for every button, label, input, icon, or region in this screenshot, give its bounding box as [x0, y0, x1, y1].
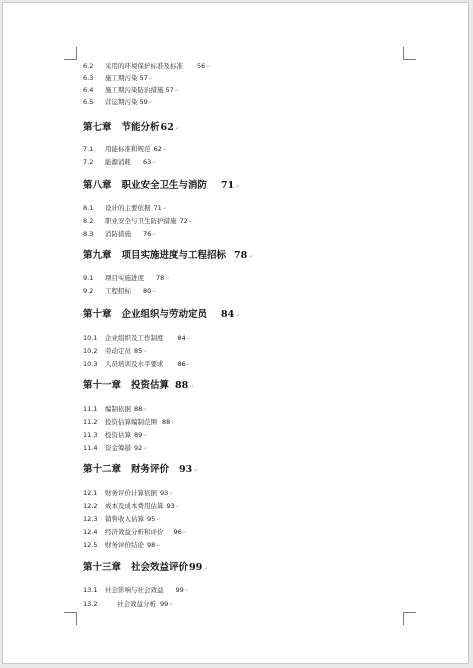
toc-entry-page: 76 — [143, 230, 152, 238]
paragraph-mark: ↵ — [235, 184, 240, 190]
toc-entry-10-3[interactable] — [83, 359, 191, 370]
toc-entry-page: 93 — [160, 489, 169, 497]
chapter-title: 节能分析 — [121, 122, 160, 133]
toc-entry-title: 施工期污染 — [105, 74, 138, 82]
toc-entry-title: 能源消耗 — [105, 158, 131, 166]
toc-entry-page: 80 — [143, 287, 152, 295]
toc-entry-7-2[interactable] — [83, 157, 156, 168]
toc-entry-13-2[interactable] — [83, 599, 173, 610]
paragraph-mark: ↵ — [186, 362, 191, 368]
paragraph-mark: ↵ — [152, 160, 157, 166]
chapter-page: 71 — [221, 180, 235, 191]
toc-entry-number: 13.2 — [83, 600, 98, 608]
toc-entry-number: 11.2 — [83, 418, 98, 426]
toc-chapter-7[interactable] — [83, 121, 179, 136]
paragraph-mark: ↵ — [148, 100, 153, 106]
toc-chapter-11[interactable] — [83, 379, 193, 394]
toc-entry-8-2[interactable] — [83, 216, 193, 227]
chapter-number: 第十章 — [83, 309, 112, 320]
paragraph-mark: ↵ — [143, 349, 148, 355]
toc-entry-number: 10.2 — [83, 347, 98, 355]
toc-entry-title: 工程招标 — [105, 287, 131, 295]
toc-entry-page: 98 — [147, 541, 156, 549]
toc-entry-number: 6.5 — [83, 98, 94, 106]
toc-entry-6-3[interactable] — [83, 73, 153, 84]
toc-entry-page: 88 — [134, 405, 143, 413]
toc-entry-number: 9.1 — [83, 274, 94, 282]
toc-entry-number: 6.4 — [83, 86, 94, 94]
toc-entry-11-1[interactable] — [83, 404, 147, 415]
paragraph-mark: ↵ — [186, 336, 191, 342]
toc-entry-7-1[interactable] — [83, 144, 167, 155]
toc-entry-12-4[interactable] — [83, 527, 187, 538]
toc-entry-page: 99 — [175, 586, 184, 594]
toc-entry-title: 资金筹措 — [105, 444, 131, 452]
paragraph-mark: ↵ — [152, 232, 157, 238]
paragraph-mark: ↵ — [148, 76, 153, 82]
toc-entry-title: 用能标准和规范 — [105, 145, 151, 153]
toc-entry-page: 57 — [165, 86, 174, 94]
toc-entry-title: 劳动定员 — [105, 347, 131, 355]
toc-entry-12-5[interactable] — [83, 540, 160, 551]
toc-entry-number: 7.2 — [83, 158, 94, 166]
toc-entry-page: 63 — [143, 158, 152, 166]
chapter-page: 93 — [179, 464, 193, 475]
chapter-number: 第十二章 — [83, 464, 122, 475]
toc-entry-title: 项目实施进度 — [105, 274, 144, 282]
paragraph-mark: ↵ — [171, 420, 176, 426]
paragraph-mark: ↵ — [162, 206, 167, 212]
toc-entry-page: 57 — [139, 74, 148, 82]
toc-entry-number: 12.4 — [83, 528, 98, 536]
toc-entry-title: 编制依据 — [105, 405, 131, 413]
toc-entry-6-5[interactable] — [83, 97, 153, 108]
toc-entry-title: 营运期污染 — [105, 98, 138, 106]
toc-entry-title: 投资估算 — [105, 431, 131, 439]
paragraph-mark: ↵ — [169, 602, 174, 608]
toc-entry-number: 11.3 — [83, 431, 98, 439]
toc-entry-page: 96 — [173, 528, 182, 536]
toc-entry-number: 7.1 — [83, 145, 94, 153]
paragraph-mark: ↵ — [156, 517, 161, 523]
toc-entry-number: 9.2 — [83, 287, 94, 295]
paragraph-mark: ↵ — [206, 64, 211, 70]
toc-chapter-8[interactable] — [83, 179, 239, 194]
paragraph-mark: ↵ — [174, 126, 179, 132]
toc-chapter-12[interactable] — [83, 463, 197, 478]
toc-entry-10-2[interactable] — [83, 346, 147, 357]
toc-entry-12-3[interactable] — [83, 514, 160, 525]
chapter-title: 财务评价 — [131, 464, 170, 475]
paragraph-mark: ↵ — [169, 491, 174, 497]
chapter-page: 84 — [221, 309, 235, 320]
toc-entry-title: 投资估算编制范围 — [105, 418, 157, 426]
paragraph-mark: ↵ — [152, 289, 157, 295]
paragraph-mark: ↵ — [235, 313, 240, 319]
toc-entry-8-1[interactable] — [83, 203, 167, 214]
toc-entry-title: 销售收入估算 — [105, 515, 144, 523]
toc-entry-title: 社会效益分析 — [117, 600, 156, 608]
paragraph-mark: ↵ — [184, 588, 189, 594]
paragraph-mark: ↵ — [248, 254, 253, 260]
toc-chapter-10[interactable] — [83, 308, 239, 323]
toc-entry-10-1[interactable] — [83, 333, 191, 344]
toc-entry-page: 92 — [134, 444, 143, 452]
paragraph-mark: ↵ — [156, 543, 161, 549]
chapter-page: 78 — [234, 250, 248, 261]
paragraph-mark: ↵ — [174, 88, 179, 94]
toc-entry-title: 经济效益分析和评价 — [105, 528, 164, 536]
chapter-number: 第九章 — [83, 250, 112, 261]
chapter-title: 社会效益评价 — [131, 562, 189, 573]
toc-entry-title: 人员培训及水平要求 — [105, 360, 164, 368]
chapter-page: 62 — [160, 122, 174, 133]
paragraph-mark: ↵ — [203, 566, 208, 572]
toc-entry-12-1[interactable] — [83, 488, 173, 499]
toc-entry-page: 93 — [166, 502, 175, 510]
toc-entry-number: 10.1 — [83, 334, 98, 342]
toc-entry-title: 财务评价结论 — [105, 541, 144, 549]
toc-entry-number: 6.3 — [83, 74, 94, 82]
toc-entry-page: 89 — [134, 431, 143, 439]
toc-entry-9-1[interactable] — [83, 273, 169, 284]
toc-entry-number: 12.1 — [83, 489, 98, 497]
toc-entry-page: 86 — [177, 360, 186, 368]
toc-entry-title: 社会影响与社会效益 — [105, 586, 164, 594]
toc-entry-number: 10.3 — [83, 360, 98, 368]
toc-entry-page: 78 — [156, 274, 165, 282]
toc-entry-page: 85 — [134, 347, 143, 355]
toc-chapter-13[interactable] — [83, 561, 207, 576]
paragraph-mark: ↵ — [162, 147, 167, 153]
toc-entry-title: 施工期污染防治措施 — [105, 86, 164, 94]
paragraph-mark: ↵ — [143, 433, 148, 439]
paragraph-mark: ↵ — [175, 504, 180, 510]
toc-entry-page: 95 — [147, 515, 156, 523]
toc-entry-number: 8.1 — [83, 204, 94, 212]
toc-entry-page: 99 — [160, 600, 169, 608]
chapter-title: 项目实施进度与工程招标 — [121, 250, 227, 261]
chapter-page: 99 — [189, 562, 203, 573]
toc-entry-11-4[interactable] — [83, 443, 147, 454]
toc-entry-number: 6.2 — [83, 62, 94, 70]
toc-entry-number: 12.3 — [83, 515, 98, 523]
toc-entry-number: 8.2 — [83, 217, 94, 225]
toc-entry-number: 11.4 — [83, 444, 98, 452]
chapter-number: 第十一章 — [83, 380, 122, 391]
toc-entry-title: 采用的环境保护标准及标准 — [105, 62, 183, 70]
paragraph-mark: ↵ — [189, 384, 194, 390]
toc-entry-6-2[interactable] — [83, 61, 210, 72]
toc-entry-number: 11.1 — [83, 405, 98, 413]
toc-entry-title: 职业安全与卫生防护措施 — [105, 217, 177, 225]
paragraph-mark: ↵ — [193, 468, 198, 474]
toc-chapter-9[interactable] — [83, 249, 252, 264]
toc-entry-page: 72 — [179, 217, 188, 225]
paragraph-mark: ↵ — [143, 407, 148, 413]
toc-entry-title: 成本及成本费用估算 — [105, 502, 164, 510]
toc-entry-number: 8.3 — [83, 230, 94, 238]
toc-entry-number: 13.1 — [83, 586, 98, 594]
toc-entry-page: 84 — [177, 334, 186, 342]
crop-mark-bottom-left — [64, 612, 77, 625]
toc-entry-page: 88 — [162, 418, 171, 426]
chapter-title: 投资估算 — [131, 380, 170, 391]
toc-entry-page: 59 — [139, 98, 148, 106]
toc-entry-11-2[interactable] — [83, 417, 175, 428]
paragraph-mark: ↵ — [188, 219, 193, 225]
toc-entry-title: 财务评价计算依据 — [105, 489, 157, 497]
toc-entry-number: 12.5 — [83, 541, 98, 549]
toc-entry-number: 12.2 — [83, 502, 98, 510]
paragraph-mark: ↵ — [143, 446, 148, 452]
paragraph-mark: ↵ — [165, 276, 170, 282]
toc-entry-13-1[interactable] — [83, 585, 189, 596]
chapter-number: 第八章 — [83, 180, 112, 191]
paragraph-mark: ↵ — [182, 530, 187, 536]
toc-entry-12-2[interactable] — [83, 501, 180, 512]
crop-mark-top-left — [64, 47, 77, 60]
chapter-number: 第七章 — [83, 122, 112, 133]
toc-entry-page: 56 — [197, 62, 206, 70]
toc-entry-title: 设计的主要依据 — [105, 204, 151, 212]
toc-entry-8-3[interactable] — [83, 229, 156, 240]
toc-entry-page: 71 — [153, 204, 162, 212]
toc-entry-title: 消防措施 — [105, 230, 131, 238]
toc-entry-page: 62 — [153, 145, 162, 153]
toc-entry-11-3[interactable] — [83, 430, 147, 441]
toc-entry-title: 企业组织及工作制度 — [105, 334, 164, 342]
chapter-page: 88 — [175, 380, 189, 391]
chapter-number: 第十三章 — [83, 562, 122, 573]
toc-entry-6-4[interactable] — [83, 85, 179, 96]
toc-entry-9-2[interactable] — [83, 286, 156, 297]
chapter-title: 职业安全卫生与消防 — [121, 180, 208, 191]
crop-mark-top-right — [403, 47, 416, 60]
crop-mark-bottom-right — [403, 612, 416, 625]
document-page — [2, 2, 469, 664]
chapter-title: 企业组织与劳动定员 — [121, 309, 208, 320]
